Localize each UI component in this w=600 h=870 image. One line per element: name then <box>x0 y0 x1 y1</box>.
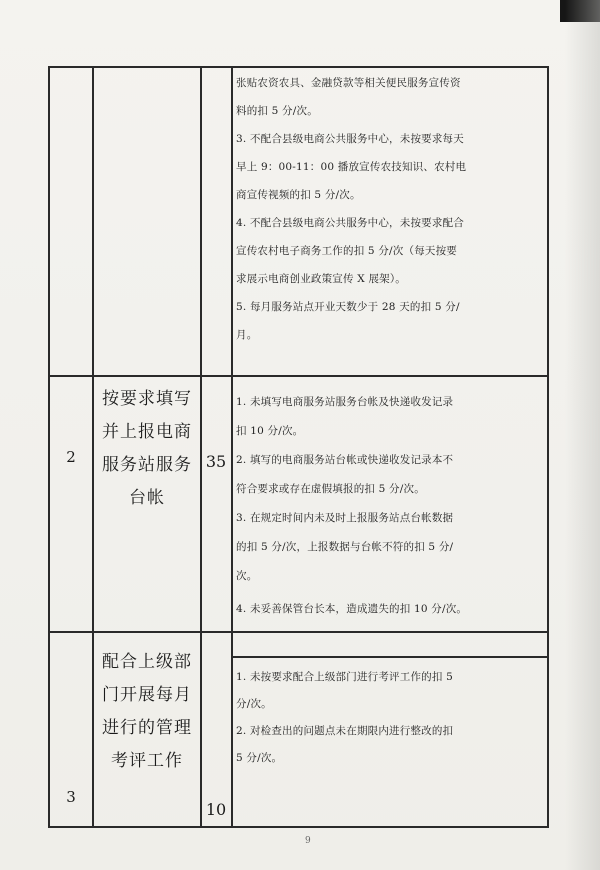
item-line: 台帐 <box>129 488 165 508</box>
criteria-line: 4. 未妥善保管台长本，造成遗失的扣 10 分/次。 <box>236 603 468 615</box>
row-3-score: 10 <box>205 800 227 819</box>
item-line: 配合上级部 <box>102 652 192 672</box>
criteria-line: 商宣传视频的扣 5 分/次。 <box>236 189 361 201</box>
page-number: 9 <box>305 836 311 846</box>
criteria-line: 3. 不配合县级电商公共服务中心，未按要求每天 <box>236 133 464 145</box>
row-divider-1 <box>48 375 549 377</box>
criteria-line: 2. 填写的电商服务站台帐或快递收发记录本不 <box>236 454 454 466</box>
scan-shadow <box>565 0 600 870</box>
item-line: 进行的管理 <box>102 718 192 738</box>
criteria-line: 月。 <box>236 329 258 341</box>
criteria-line: 张贴农资农具、金融贷款等相关便民服务宣传资 <box>236 77 461 89</box>
row-divider-2 <box>48 631 549 633</box>
criteria-line: 分/次。 <box>236 698 272 710</box>
column-divider-item <box>200 66 202 828</box>
criteria-subdivider <box>231 656 549 658</box>
row-2-score: 35 <box>205 452 227 471</box>
criteria-line: 求展示电商创业政策宣传 X 展架）。 <box>236 273 406 285</box>
row-1-criteria <box>236 76 466 356</box>
criteria-line: 5. 每月服务站点开业天数少于 28 天的扣 5 分/ <box>236 301 460 313</box>
criteria-line: 早上 9：00-11：00 播放宣传农技知识、农村电 <box>236 161 467 173</box>
row-3-item <box>94 646 200 778</box>
assessment-table <box>48 66 549 828</box>
criteria-line: 3. 在规定时间内未及时上报服务站点台帐数据 <box>236 512 454 524</box>
item-line: 服务站服务 <box>102 455 192 475</box>
item-line: 门开展每月 <box>102 685 192 705</box>
item-line: 并上报电商 <box>102 422 192 442</box>
criteria-line: 符合要求或存在虚假填报的扣 5 分/次。 <box>236 483 425 495</box>
item-line: 按要求填写 <box>102 389 192 409</box>
row-3-criteria <box>236 670 453 778</box>
criteria-line: 扣 10 分/次。 <box>236 425 304 437</box>
row-2-number: 2 <box>66 448 76 466</box>
criteria-line: 的扣 5 分/次，上报数据与台帐不符的扣 5 分/ <box>236 541 454 553</box>
row-2-criteria <box>236 395 467 631</box>
criteria-line: 料的扣 5 分/次。 <box>236 105 318 117</box>
criteria-line: 4. 不配合县级电商公共服务中心，未按要求配合 <box>236 217 464 229</box>
criteria-line: 次。 <box>236 570 258 582</box>
item-line: 考评工作 <box>111 751 183 771</box>
criteria-line: 1. 未填写电商服务站服务台帐及快递收发记录 <box>236 396 454 408</box>
criteria-line: 2. 对检查出的问题点未在期限内进行整改的扣 <box>236 725 454 737</box>
criteria-line: 5 分/次。 <box>236 752 283 764</box>
criteria-line: 1. 未按要求配合上级部门进行考评工作的扣 5 <box>236 671 453 683</box>
column-divider-score <box>231 66 233 828</box>
row-3-number: 3 <box>66 788 76 806</box>
row-2-item <box>94 383 200 515</box>
criteria-line: 宣传农村电子商务工作的扣 5 分/次（每天按要 <box>236 245 457 257</box>
